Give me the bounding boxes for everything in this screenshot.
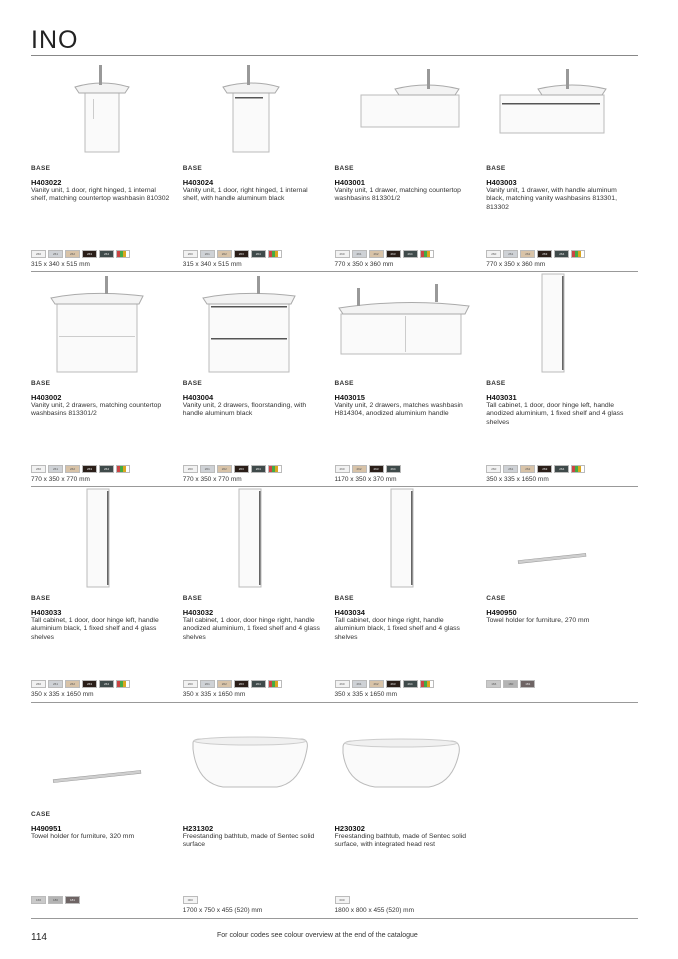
color-swatch: 166 bbox=[31, 896, 46, 904]
color-swatch: 000 bbox=[335, 896, 350, 904]
product-description: Tall cabinet, 1 door, door hinge left, handle anodized aluminium, 1 fixed shelf and 4 glass shelves bbox=[486, 402, 624, 426]
color-swatch: 260 bbox=[31, 680, 46, 688]
color-swatch: 261 bbox=[503, 465, 518, 473]
product-series: BASE bbox=[31, 380, 51, 387]
color-swatch bbox=[420, 680, 434, 688]
product-description: Freestanding bathtub, made of Sentec solid surface, with integrated head rest bbox=[334, 833, 466, 849]
color-swatch: 260 bbox=[486, 465, 501, 473]
color-swatch: 263 bbox=[234, 250, 249, 258]
product-series: CASE bbox=[486, 595, 506, 602]
color-swatch: 261 bbox=[200, 680, 215, 688]
product-card bbox=[335, 487, 487, 702]
product-image bbox=[486, 487, 626, 589]
product-card bbox=[486, 703, 638, 918]
product-dimensions: 350 x 335 x 1650 mm bbox=[334, 691, 398, 698]
product-image bbox=[335, 703, 475, 805]
color-swatch bbox=[116, 680, 130, 688]
product-image bbox=[31, 703, 171, 805]
product-dimensions: 1700 x 750 x 455 (520) mm bbox=[182, 907, 263, 914]
product-series: BASE bbox=[334, 165, 354, 172]
product-code: H490951 bbox=[31, 824, 62, 833]
color-swatch bbox=[268, 680, 282, 688]
color-swatch: 263 bbox=[537, 465, 552, 473]
product-description: Vanity unit, 1 drawer, matching countertop washbasins 813301/2 bbox=[334, 187, 461, 203]
product-image bbox=[486, 272, 626, 374]
product-card bbox=[486, 57, 638, 271]
product-code: H230302 bbox=[334, 824, 365, 833]
color-swatch bbox=[268, 250, 282, 258]
color-swatch bbox=[571, 465, 585, 473]
color-swatch: 263 bbox=[82, 465, 97, 473]
color-swatch: 260 bbox=[183, 250, 198, 258]
product-image bbox=[31, 57, 171, 159]
product-code: H231302 bbox=[182, 824, 214, 833]
product-image bbox=[335, 57, 475, 159]
product-series: BASE bbox=[334, 595, 354, 602]
color-swatch: 264 bbox=[554, 250, 569, 258]
color-swatch: 180 bbox=[48, 896, 63, 904]
color-swatch: 181 bbox=[65, 896, 80, 904]
product-code: H403003 bbox=[486, 178, 517, 187]
color-swatch: 262 bbox=[65, 465, 80, 473]
product-card bbox=[335, 57, 487, 271]
product-row bbox=[31, 57, 638, 272]
color-swatch bbox=[268, 465, 282, 473]
product-description: Tall cabinet, 1 door, door hinge left, handle aluminium black, 1 fixed shelf and 4 glass shelves bbox=[31, 617, 159, 641]
product-card bbox=[183, 487, 335, 702]
product-code: H403001 bbox=[334, 178, 365, 187]
product-dimensions: 770 x 350 x 770 mm bbox=[31, 476, 90, 483]
product-image bbox=[335, 272, 475, 374]
product-description: Vanity unit, 1 door, right hinged, 1 internal shelf, matching countertop washbasin 810302 bbox=[31, 187, 170, 203]
color-swatch: 261 bbox=[352, 250, 367, 258]
color-swatch: 262 bbox=[65, 250, 80, 258]
color-swatch: 264 bbox=[386, 465, 401, 473]
product-description: Tall cabinet, door hinge right, handle aluminium black, 1 fixed shelf and 4 glass shelves bbox=[334, 617, 460, 641]
color-swatch: 262 bbox=[217, 680, 232, 688]
color-swatch: 261 bbox=[352, 680, 367, 688]
product-code: H403033 bbox=[31, 608, 62, 617]
product-series: CASE bbox=[31, 811, 51, 818]
product-description: Tall cabinet, 1 door, door hinge right, handle anodized aluminium, 1 fixed shelf and 4 glass shelves bbox=[182, 617, 320, 641]
color-swatch: 166 bbox=[486, 680, 501, 688]
product-dimensions: 315 x 340 x 515 mm bbox=[182, 261, 242, 268]
product-image bbox=[31, 487, 171, 589]
color-swatch: 264 bbox=[554, 465, 569, 473]
color-swatch: 000 bbox=[183, 896, 198, 904]
color-swatch: 262 bbox=[217, 465, 232, 473]
product-series: BASE bbox=[182, 380, 203, 387]
product-code: H490950 bbox=[486, 608, 517, 617]
color-swatch: 264 bbox=[99, 250, 114, 258]
product-dimensions: 770 x 350 x 360 mm bbox=[486, 261, 546, 268]
color-swatch: 260 bbox=[335, 465, 350, 473]
product-dimensions: 1170 x 350 x 370 mm bbox=[334, 476, 397, 483]
product-image bbox=[183, 272, 323, 374]
product-dimensions: 1800 x 800 x 455 (520) mm bbox=[334, 907, 414, 914]
page-title: INO bbox=[31, 26, 79, 54]
product-series: BASE bbox=[486, 165, 506, 172]
color-swatch: 262 bbox=[352, 465, 367, 473]
color-swatches bbox=[31, 250, 130, 258]
product-card bbox=[335, 272, 487, 486]
product-card bbox=[31, 57, 183, 271]
color-swatch: 263 bbox=[82, 250, 97, 258]
product-series: BASE bbox=[31, 595, 51, 602]
product-card bbox=[183, 272, 335, 486]
color-swatches bbox=[486, 465, 585, 473]
product-series: BASE bbox=[182, 165, 203, 172]
product-card bbox=[335, 703, 487, 918]
product-code: H403002 bbox=[31, 393, 62, 402]
color-swatch: 260 bbox=[31, 465, 46, 473]
product-description: Vanity unit, 2 drawers, floorstanding, with handle aluminum black bbox=[182, 402, 307, 418]
color-swatch: 263 bbox=[537, 250, 552, 258]
product-row bbox=[31, 272, 638, 487]
color-swatch: 264 bbox=[403, 250, 418, 258]
color-swatches bbox=[335, 465, 401, 473]
product-dimensions: 770 x 350 x 770 mm bbox=[182, 476, 242, 483]
color-swatch bbox=[116, 465, 130, 473]
color-swatches bbox=[486, 250, 585, 258]
color-swatch: 180 bbox=[503, 680, 518, 688]
color-swatch: 261 bbox=[200, 250, 215, 258]
product-description: Vanity unit, 2 drawers, matches washbasin H814304, anodized aluminium handle bbox=[334, 402, 463, 418]
color-swatch: 262 bbox=[369, 250, 384, 258]
product-code: H403031 bbox=[486, 393, 517, 402]
color-swatches bbox=[335, 680, 434, 688]
product-description: Vanity unit, 1 drawer, with handle aluminum black, matching vanity washbasins 813301, 813302 bbox=[486, 187, 617, 211]
color-swatches bbox=[31, 896, 80, 904]
color-swatch: 263 bbox=[82, 680, 97, 688]
color-swatch: 262 bbox=[520, 465, 535, 473]
color-swatch: 264 bbox=[403, 680, 418, 688]
product-series: BASE bbox=[334, 380, 354, 387]
product-image bbox=[335, 487, 475, 589]
product-image bbox=[183, 703, 323, 805]
color-swatch bbox=[571, 250, 585, 258]
color-swatches bbox=[183, 465, 282, 473]
color-swatch: 263 bbox=[386, 680, 401, 688]
product-series: BASE bbox=[486, 380, 506, 387]
product-card bbox=[486, 487, 638, 702]
product-description: Vanity unit, 2 drawers, matching countertop washbasins 813301/2 bbox=[31, 402, 162, 418]
color-swatch: 263 bbox=[234, 465, 249, 473]
color-swatch: 261 bbox=[48, 680, 63, 688]
color-swatch: 260 bbox=[31, 250, 46, 258]
color-swatch: 181 bbox=[520, 680, 535, 688]
product-code: H403004 bbox=[182, 393, 214, 402]
product-card bbox=[486, 272, 638, 486]
product-code: H403024 bbox=[182, 178, 214, 187]
page-number: 114 bbox=[31, 932, 47, 943]
color-swatch: 262 bbox=[520, 250, 535, 258]
color-swatch: 263 bbox=[386, 250, 401, 258]
product-card bbox=[183, 57, 335, 271]
product-description: Towel holder for furniture, 320 mm bbox=[31, 833, 135, 840]
product-code: H403015 bbox=[334, 393, 365, 402]
color-swatches bbox=[486, 680, 535, 688]
color-swatch: 264 bbox=[251, 465, 266, 473]
color-swatches bbox=[183, 250, 282, 258]
color-swatch: 261 bbox=[48, 465, 63, 473]
color-swatch: 260 bbox=[486, 250, 501, 258]
product-code: H403032 bbox=[182, 608, 214, 617]
product-card bbox=[31, 272, 183, 486]
product-card bbox=[31, 703, 183, 918]
product-description: Freestanding bathtub, made of Sentec solid surface bbox=[182, 833, 315, 849]
product-image bbox=[31, 272, 171, 374]
product-code: H403034 bbox=[334, 608, 365, 617]
color-swatch: 260 bbox=[183, 680, 198, 688]
color-swatches bbox=[335, 896, 350, 904]
product-dimensions: 350 x 335 x 1650 mm bbox=[182, 691, 246, 698]
product-description: Towel holder for furniture, 270 mm bbox=[486, 617, 590, 624]
color-swatch: 262 bbox=[369, 680, 384, 688]
color-swatch: 264 bbox=[251, 250, 266, 258]
color-swatches bbox=[183, 896, 198, 904]
product-series: BASE bbox=[31, 165, 51, 172]
product-dimensions: 350 x 335 x 1650 mm bbox=[31, 691, 94, 698]
title-divider bbox=[31, 55, 638, 56]
color-swatch: 264 bbox=[251, 680, 266, 688]
color-swatch: 263 bbox=[234, 680, 249, 688]
color-swatches bbox=[335, 250, 434, 258]
color-swatch: 264 bbox=[99, 465, 114, 473]
color-swatch: 262 bbox=[65, 680, 80, 688]
color-swatch: 260 bbox=[335, 680, 350, 688]
color-swatch: 260 bbox=[335, 250, 350, 258]
color-swatch: 262 bbox=[217, 250, 232, 258]
product-series: BASE bbox=[182, 595, 203, 602]
product-image bbox=[183, 57, 323, 159]
color-swatch: 260 bbox=[183, 465, 198, 473]
product-grid bbox=[31, 57, 638, 919]
color-swatch: 263 bbox=[369, 465, 384, 473]
footer-note: For colour codes see colour overview at the end of the catalogue bbox=[217, 932, 418, 939]
color-swatches bbox=[183, 680, 282, 688]
product-card bbox=[31, 487, 183, 702]
product-image bbox=[183, 487, 323, 589]
product-dimensions: 315 x 340 x 515 mm bbox=[31, 261, 90, 268]
product-card bbox=[183, 703, 335, 918]
product-image bbox=[486, 57, 626, 159]
product-row bbox=[31, 487, 638, 703]
color-swatch bbox=[116, 250, 130, 258]
product-code: H403022 bbox=[31, 178, 62, 187]
color-swatches bbox=[31, 680, 130, 688]
color-swatch bbox=[420, 250, 434, 258]
color-swatch: 261 bbox=[503, 250, 518, 258]
product-row bbox=[31, 703, 638, 919]
color-swatch: 261 bbox=[48, 250, 63, 258]
product-dimensions: 350 x 335 x 1650 mm bbox=[486, 476, 549, 483]
product-dimensions: 770 x 350 x 360 mm bbox=[334, 261, 394, 268]
color-swatches bbox=[31, 465, 130, 473]
color-swatch: 261 bbox=[200, 465, 215, 473]
color-swatch: 264 bbox=[99, 680, 114, 688]
product-description: Vanity unit, 1 door, right hinged, 1 internal shelf, with handle aluminum black bbox=[182, 187, 308, 203]
